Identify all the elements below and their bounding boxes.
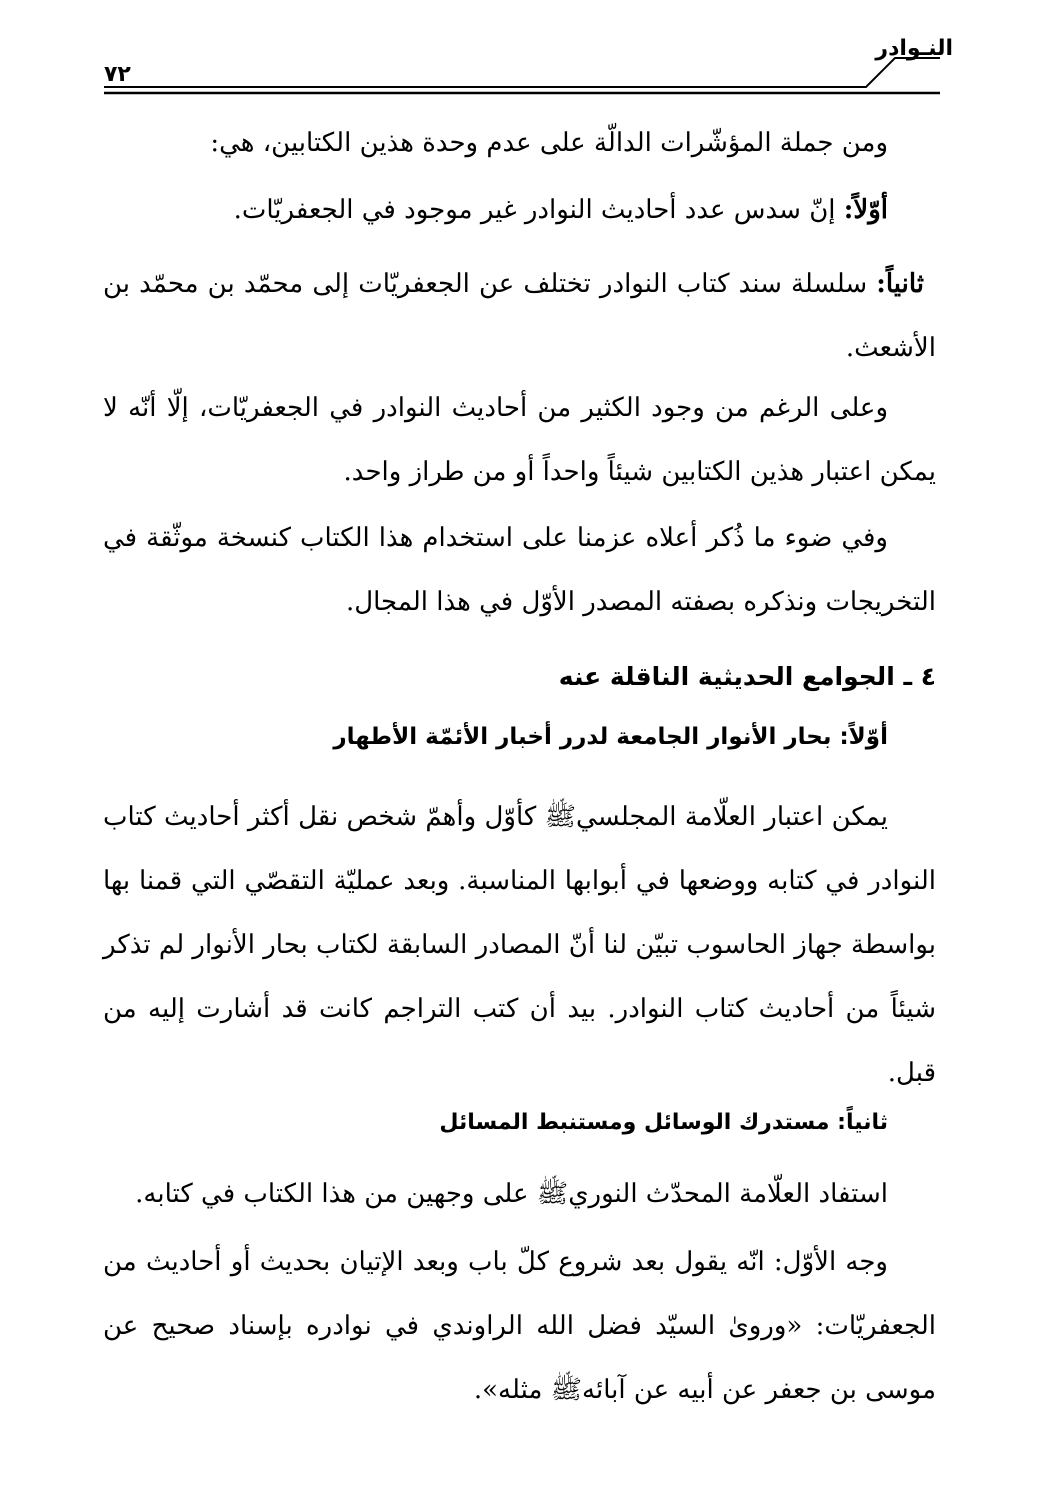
- paragraph-first-point: [103, 178, 936, 242]
- section-heading: ٤ ـ الجوامع الحديثية الناقلة عنه: [558, 662, 936, 691]
- paragraph-nuri: استفاد العلّامة المحدّث النوري‏ﷺ على وجهين من هذا الكتاب في كتابه.: [135, 1179, 888, 1209]
- page-number: ٧٢: [104, 62, 131, 87]
- subheading-mustadrak: ثانياً: مستدرك الوسائل ومستنبط المسائل: [439, 1110, 888, 1135]
- paragraph-despite: وعلى الرغم من وجود الكثير من أحاديث النوادر في الجعفريّات، إلّا أنّه لا يمكن اعتبار هذين الكتابين شيئاً واحداً أو من طراز واحد.: [103, 393, 936, 487]
- paragraph-second-point: [103, 252, 936, 380]
- paragraph-decision: وفي ضوء ما ذُكر أعلاه عزمنا على استخدام هذا الكتاب كنسخة موثّقة في التخريجات ونذكره بصفته المصدر الأوّل في هذا المجال.: [103, 523, 936, 617]
- second-point-text: سلسلة سند كتاب النوادر تختلف عن الجعفريّات إلى محمّد بن محمّد بن الأشعث.: [103, 269, 936, 363]
- first-point-text: إنّ سدس عدد أحاديث النوادر غير موجود في الجعفريّات.: [233, 195, 844, 225]
- subheading-bihar: أوّلاً: بحار الأنوار الجامعة لدرر أخبار الأئمّة الأطهار: [333, 724, 888, 750]
- paragraph-first-aspect: وجه الأوّل: انّه يقول بعد شروع كلّ باب وبعد الإتيان بحديث أو أحاديث من الجعفريّات: «ورویٰ السيّد فضل الله الراوندي في نوادره بإسناد صحيح عن موسى بن جعفر عن أبيه عن آبائه‏ﷺ مثله».: [103, 1247, 936, 1405]
- running-title: النـوادر: [875, 36, 953, 61]
- header-top-rule: [104, 58, 940, 87]
- first-point-lead: أوّلاً:: [843, 195, 888, 225]
- paragraph-indicators-intro: ومن جملة المؤشّرات الدالّة على عدم وحدة هذين الكتابين، هي:: [210, 128, 888, 158]
- header-rule: [0, 0, 1041, 110]
- paragraph-majlisi: يمكن اعتبار العلّامة المجلسي‏ﷺ كأوّل وأهمّ شخص نقل أكثر أحاديث كتاب النوادر في كتابه ووضعها في أبوابها المناسبة. وبعد عمليّة التقصّي التي قمنا بها بواسطة جهاز الحاسوب تبيّن لنا أنّ المصادر السابقة لكتاب بحار الأنوار لم تذكر شيئاً من أحاديث كتاب النوادر. بيد أن كتب التراجم كانت قد أشارت إليه من قبل.: [103, 802, 936, 1088]
- second-point-lead: ثانياً:: [876, 269, 924, 299]
